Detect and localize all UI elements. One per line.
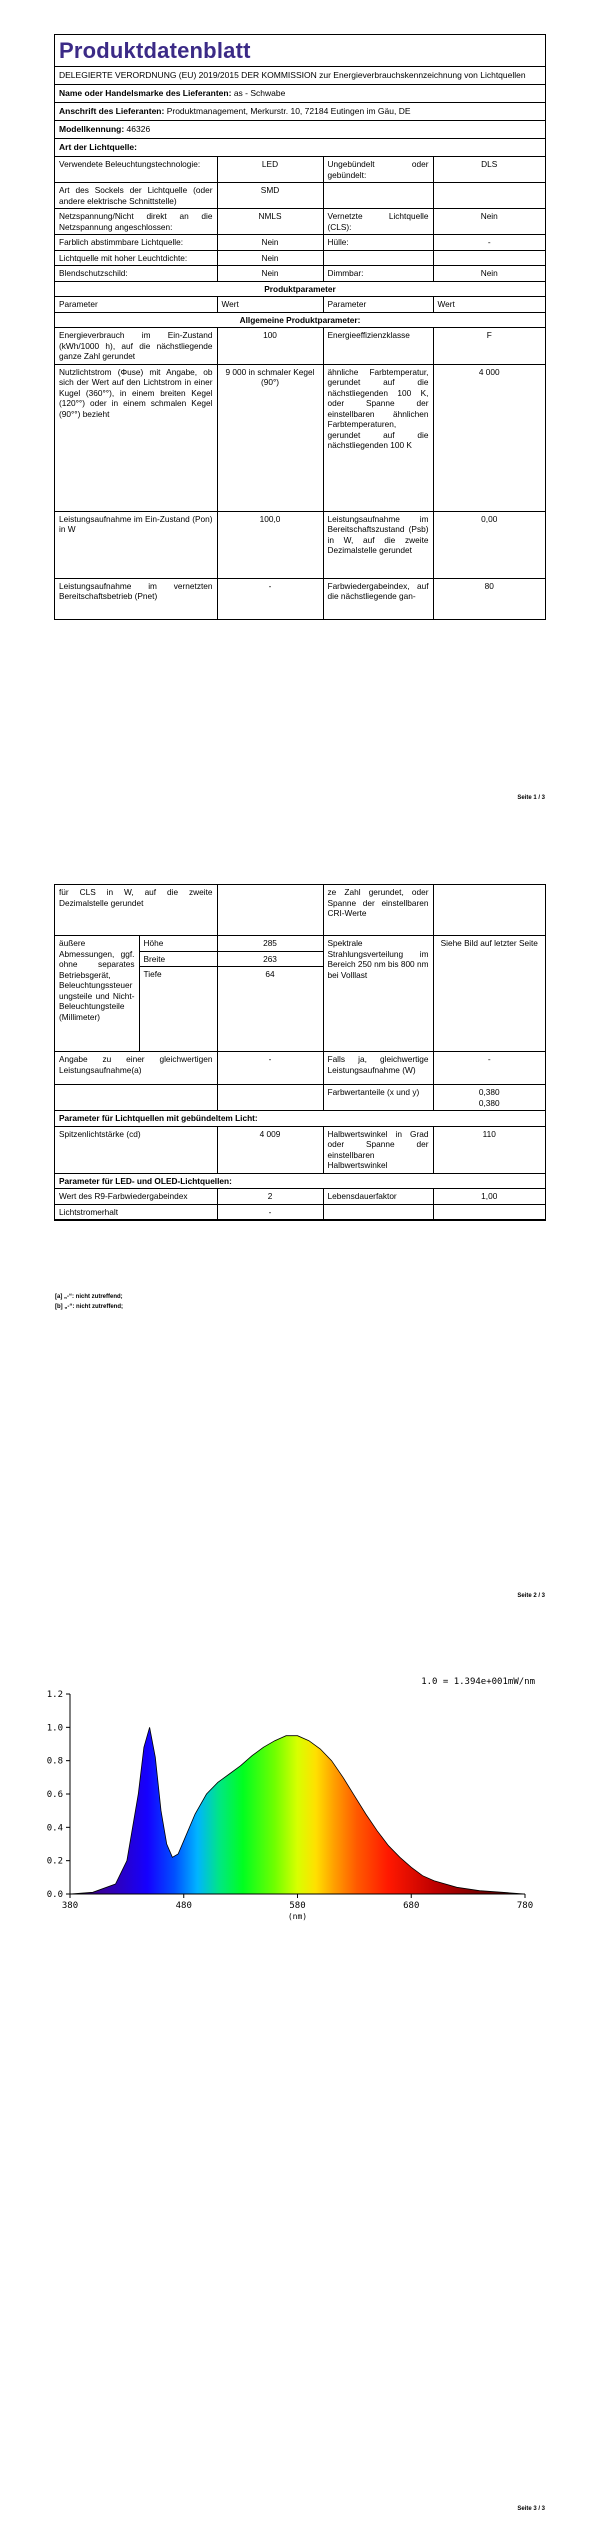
chromaticity-label: Farbwertanteile (x und y) [323,1085,433,1111]
regulation-text: DELEGIERTE VERORDNUNG (EU) 2019/2015 DER KOMMISSION zur Energieverbrauchskennzeichnung von Lichtquellen [55,67,545,85]
high-luminance-value: Nein [217,250,323,266]
x-tick-label: 780 [516,1901,534,1911]
y-tick-label: 1.2 [46,1690,63,1700]
page-number: Seite 2 / 3 [517,1593,545,1599]
col-param-1: Parameter [55,297,217,313]
net-standby-value: - [217,578,323,619]
socket-value: SMD [217,183,323,209]
spectrum-area [70,1727,525,1894]
table-row [55,1085,545,1111]
product-params-header: Produktparameter [55,281,545,297]
mains-label: Netzspannung/Nicht direkt an die Netzspannung angeschlossen: [55,209,217,235]
model-label: Modellkennung: [59,124,125,134]
mains-value: NMLS [217,209,323,235]
depth-value: 64 [217,967,323,1052]
supplier-label: Name oder Handelsmarke des Lieferanten: [59,88,232,98]
table-row [55,266,545,282]
x-tick-label: 580 [289,1901,306,1911]
page-title: Produktdatenblatt [59,38,251,63]
model-value: 46326 [126,124,151,134]
cct-label: ähnliche Farbtemperatur, gerundet auf die nächstliegenden 100 K, oder Spanne der einstellbaren ähnlichen Farbtemperaturen, gerundet auf die nächstliegenden 100 K [323,364,433,511]
standby-label: Leistungsaufnahme im Bereitschaftszustand (Psb) in W, auf die zweite Dezimalstelle gerundet [323,511,433,578]
tech-label: Verwendete Beleuchtungstechnologie: [55,157,217,183]
height-label: Höhe [139,936,217,952]
survival-value: 1,00 [433,1189,545,1205]
y-tick-label: 0.8 [46,1756,63,1767]
table-row [55,183,545,209]
tech-value: LED [217,157,323,183]
energy-class-label: Energieeffizienzklasse [323,328,433,365]
spectral-value: Siehe Bild auf letzter Seite [433,936,545,1052]
table-row [55,1204,545,1220]
table-row [55,281,545,297]
beam-angle-label: Halbwertswinkel in Grad oder Spanne der einstellbaren Halbwertswinkel [323,1126,433,1173]
width-label: Breite [139,951,217,967]
datasheet-table-page1 [54,34,546,620]
r9-label: Wert des R9-Farbwiedergabeindex [55,1189,217,1205]
cct-value: 4 000 [433,364,545,511]
dimmable-value: Nein [433,266,545,282]
envelope-label: Hülle: [323,235,433,251]
light-source-type-header: Art der Lichtquelle: [55,139,545,157]
high-luminance-label: Lichtquelle mit hoher Leuchtdichte: [55,250,217,266]
page-number: Seite 3 / 3 [517,2506,545,2512]
spectrum-chart [0,1660,595,1960]
energy-value: 100 [217,328,323,365]
page-3 [0,1660,595,2526]
beam-angle-value: 110 [433,1126,545,1173]
envelope-value: - [433,235,545,251]
table-row [55,885,545,936]
table-row [55,328,545,365]
depth-label: Tiefe [139,967,217,1052]
power-label: Leistungsaufnahme im Ein-Zustand (Pon) in W [55,511,217,578]
table-row [55,1189,545,1205]
footnotes [54,1292,123,1312]
flux-value: 9 000 in schmaler Kegel (90°) [217,364,323,511]
model-line [55,121,545,139]
col-value-1: Wert [217,297,323,313]
chromaticity-y: 0,380 [478,1097,500,1108]
footnote-a: [a] „-“: nicht zutreffend; [55,1294,123,1300]
r9-value: 2 [217,1189,323,1205]
energy-class-value: F [433,328,545,365]
y-tick-label: 1.0 [46,1723,63,1734]
chromaticity-x: 0,380 [478,1087,500,1097]
cri-value: 80 [433,578,545,619]
survival-label: Lebensdauerfaktor [323,1189,433,1205]
table-row [55,157,545,183]
datasheet-table-page2 [54,884,546,1221]
width-value: 263 [217,951,323,967]
page-1 [0,0,595,801]
colour-tunable-value: Nein [217,235,323,251]
table-row [55,235,545,251]
chromaticity-value [433,1085,545,1111]
lumen-maint-label: Lichtstromerhalt [55,1204,217,1220]
directional-header: Parameter für Lichtquellen mit gebündeltem Licht: [55,1111,545,1127]
page-number: Seite 1 / 3 [517,795,545,801]
net-standby-label: Leistungsaufnahme im vernetzten Bereitschaftsbetrieb (Pnet) [55,578,217,619]
scale-annotation: 1.0 = 1.394e+001mW/nm [421,1677,535,1687]
table-row [55,578,545,619]
socket-label: Art des Sockels der Lichtquelle (oder andere elektrische Schnittstelle) [55,183,217,209]
dimmable-label: Dimmbar: [323,266,433,282]
colour-tunable-label: Farblich abstimmbare Lichtquelle: [55,235,217,251]
power-value: 100,0 [217,511,323,578]
peak-intensity-label: Spitzenlichtstärke (cd) [55,1126,217,1173]
table-row [55,297,545,313]
supplier-line [55,85,545,103]
table-row [55,209,545,235]
x-tick-label: 680 [403,1901,420,1911]
footnote-b: [b] „-“: nicht zutreffend; [55,1304,123,1310]
cri-label: Farbwiedergabeindex, auf die nächstliegende gan- [323,578,433,619]
y-tick-label: 0.4 [46,1823,63,1834]
peak-intensity-value: 4 009 [217,1126,323,1173]
address-label: Anschrift des Lieferanten: [59,106,165,116]
equiv-power2-value: - [433,1052,545,1085]
table-row [55,936,545,952]
unbundled-value: DLS [433,157,545,183]
y-tick-label: 0.6 [46,1790,63,1800]
glare-value: Nein [217,266,323,282]
height-value: 285 [217,936,323,952]
supplier-value: as - Schwabe [233,88,286,98]
cri-label-cont: ze Zahl gerundet, oder Spanne der einstellbaren CRI-Werte [323,885,433,936]
table-row [55,250,545,266]
unbundled-label: Ungebündelt oder gebündelt: [323,157,433,183]
lumen-maint-value: - [217,1204,323,1220]
params-table-continued [55,885,545,1220]
x-axis-label: (nm) [287,1912,308,1921]
address-line [55,103,545,121]
light-source-table [55,157,545,620]
table-row [55,1126,545,1173]
connected-value: Nein [433,209,545,235]
equiv-power-value: - [217,1052,323,1085]
page-2 [0,860,595,1600]
connected-label: Vernetzte Lichtquelle (CLS): [323,209,433,235]
standby-value: 0,00 [433,511,545,578]
table-row [55,312,545,328]
table-row [55,364,545,511]
x-tick-label: 480 [175,1901,192,1911]
general-params-header: Allgemeine Produktparameter: [55,312,545,328]
y-tick-label: 0.0 [46,1890,63,1900]
x-tick-label: 380 [61,1901,79,1911]
equiv-power-label: Angabe zu einer gleichwertigen Leistungsaufnahme(a) [55,1052,217,1085]
flux-label: Nutzlichtstrom (Φuse) mit Angabe, ob sich der Wert auf den Lichtstrom in einer Kugel (360°°), in einem breiten Kegel (120°°) oder in einem schmalen Kegel (90°°) bezieht [55,364,217,511]
led-header: Parameter für LED- und OLED-Lichtquellen: [55,1173,545,1189]
table-row [55,511,545,578]
spectral-label: Spektrale Strahlungsverteilung im Bereich 250 nm bis 800 nm bei Volllast [323,936,433,1052]
col-value-2: Wert [433,297,545,313]
address-value: Produktmanagement, Merkurstr. 10, 72184 Eutingen im Gäu, DE [166,106,411,116]
energy-label: Energieverbrauch im Ein-Zustand (kWh/1000 h), auf die nächstliegende ganze Zahl gerundet [55,328,217,365]
equiv-power2-label: Falls ja, gleichwertige Leistungsaufnahme (W) [323,1052,433,1085]
table-row [55,1173,545,1189]
net-standby-label-cont: für CLS in W, auf die zweite Dezimalstelle gerundet [55,885,217,936]
col-param-2: Parameter [323,297,433,313]
title-band [55,35,545,67]
table-row [55,1052,545,1085]
y-tick-label: 0.2 [46,1856,63,1867]
dimensions-label: äußere Abmessungen, ggf. ohne separates Betriebsgerät, Beleuchtungssteuerungsteile und Nicht-Beleuchtungsteile (Millimeter) [55,936,139,1052]
table-row [55,1111,545,1127]
glare-label: Blendschutzschild: [55,266,217,282]
